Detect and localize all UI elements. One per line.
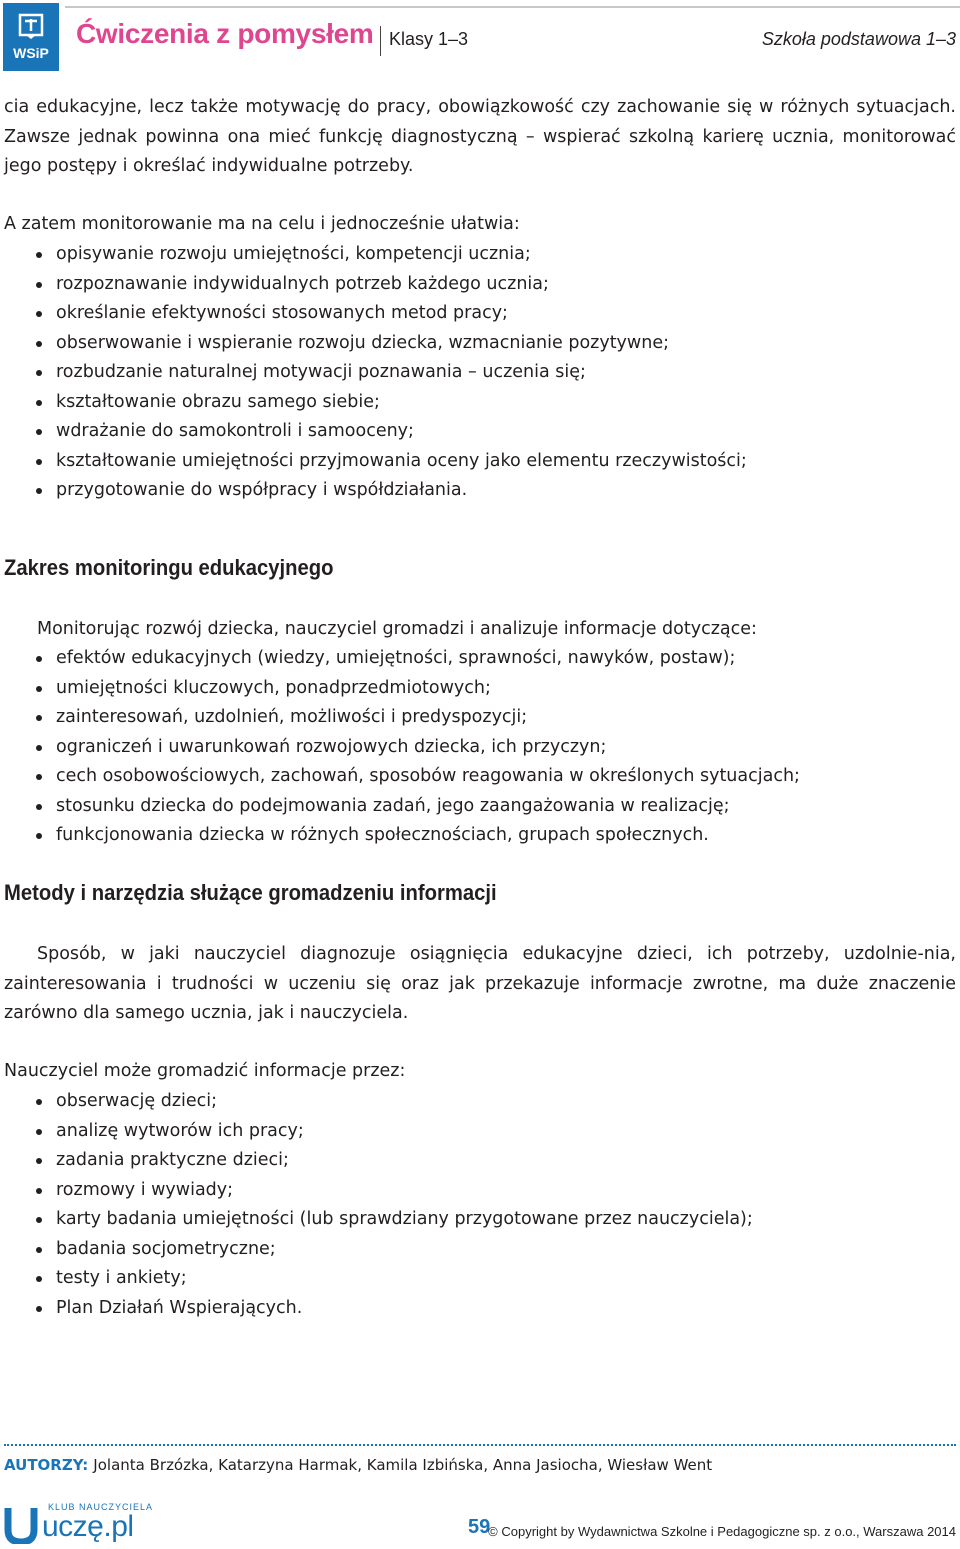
list-item: kształtowanie umiejętności przyjmowania oceny jako elementu rzeczywistości; bbox=[36, 447, 747, 477]
scope-list bbox=[36, 644, 800, 851]
section2-intro: Nauczyciel może gromadzić informacje przez: bbox=[4, 1061, 406, 1081]
u-logo-icon bbox=[4, 1504, 38, 1544]
header-divider bbox=[65, 6, 960, 8]
classes-label: Klasy 1–3 bbox=[389, 29, 469, 49]
page-title: Ćwiczenia z pomysłem bbox=[76, 18, 374, 49]
list-item: efektów edukacyjnych (wiedzy, umiejętności, sprawności, nawyków, postaw); bbox=[36, 644, 800, 674]
logo-text: WSiP bbox=[13, 45, 49, 61]
list-item: rozmowy i wywiady; bbox=[36, 1176, 753, 1206]
wsip-logo bbox=[3, 3, 59, 71]
copyright-text: © Copyright by Wydawnictwa Szkolne i Pedagogiczne sp. z o.o., Warszawa 2014 bbox=[488, 1524, 956, 1539]
list-item: przygotowanie do współpracy i współdziałania. bbox=[36, 476, 747, 506]
list-item: umiejętności kluczowych, ponadprzedmiotowych; bbox=[36, 674, 800, 704]
logo-small-text: KLUB NAUCZYCIELA bbox=[48, 1502, 154, 1512]
list-item: Plan Działań Wspierających. bbox=[36, 1294, 753, 1324]
section-heading-methods: Metody i narzędzia służące gromadzeniu informacji bbox=[4, 880, 497, 905]
authors-line bbox=[4, 1456, 712, 1474]
list-item: rozpoznawanie indywidualnych potrzeb każdego ucznia; bbox=[36, 270, 747, 300]
list-item: testy i ankiety; bbox=[36, 1264, 753, 1294]
list-item: ograniczeń i uwarunkowań rozwojowych dziecka, ich przyczyn; bbox=[36, 733, 800, 763]
list-item: funkcjonowania dziecka w różnych społecznościach, grupach społecznych. bbox=[36, 821, 800, 851]
ucze-logo bbox=[4, 1500, 154, 1546]
list-item: cech osobowościowych, zachowań, sposobów reagowania w określonych sytuacjach; bbox=[36, 762, 800, 792]
intro-paragraph: cia edukacyjne, lecz także motywację do pracy, obowiązkowość czy zachowanie się w różnych sytuacjach. Zawsze jednak powinna ona mieć funkcję diagnostyczną – wspierać szkolną karierę ucznia, monitorować jego postępy i określać indywidualne potrzeby. bbox=[4, 97, 956, 176]
list-item: kształtowanie obrazu samego siebie; bbox=[36, 388, 747, 418]
list-item: badania socjometryczne; bbox=[36, 1235, 753, 1265]
logo-name: uczę.pl bbox=[42, 1510, 134, 1543]
authors-names: Jolanta Brzózka, Katarzyna Harmak, Kamila Izbińska, Anna Jasiocha, Wiesław Went bbox=[93, 1456, 713, 1474]
page-header bbox=[0, 0, 960, 76]
title-separator bbox=[380, 26, 381, 56]
monitoring-list bbox=[36, 240, 747, 506]
footer-divider bbox=[4, 1444, 956, 1446]
list-item: karty badania umiejętności (lub sprawdziany przygotowane przez nauczyciela); bbox=[36, 1205, 753, 1235]
list-item: analizę wytworów ich pracy; bbox=[36, 1117, 753, 1147]
list-item: zainteresowań, uzdolnień, możliwości i predyspozycji; bbox=[36, 703, 800, 733]
list-item: rozbudzanie naturalnej motywacji poznawania – uczenia się; bbox=[36, 358, 747, 388]
monitoring-intro: A zatem monitorowanie ma na celu i jednocześnie ułatwia: bbox=[4, 214, 520, 234]
list-item: obserwację dzieci; bbox=[36, 1087, 753, 1117]
section-heading-scope: Zakres monitoringu edukacyjnego bbox=[4, 555, 334, 580]
list-item: określanie efektywności stosowanych metod pracy; bbox=[36, 299, 747, 329]
list-item: zadania praktyczne dzieci; bbox=[36, 1146, 753, 1176]
authors-label: AUTORZY: bbox=[4, 1456, 89, 1474]
list-item: opisywanie rozwoju umiejętności, kompetencji ucznia; bbox=[36, 240, 747, 270]
list-item: obserwowanie i wspieranie rozwoju dziecka, wzmacnianie pozytywne; bbox=[36, 329, 747, 359]
page-number: 59 bbox=[468, 1516, 491, 1538]
book-icon bbox=[16, 11, 46, 41]
school-label: Szkoła podstawowa 1–3 bbox=[761, 29, 956, 49]
list-item: wdrażanie do samokontroli i samooceny; bbox=[36, 417, 747, 447]
list-item: stosunku dziecka do podejmowania zadań, jego zaangażowania w realizację; bbox=[36, 792, 800, 822]
section2-paragraph: Sposób, w jaki nauczyciel diagnozuje osiągnięcia edukacyjne dzieci, ich potrzeby, uzdolnie-nia, zainteresowania i trudności w uczeniu się oraz jak przekazuje informacje zwrotne, ma duże znaczenie zarówno dla samego ucznia, jak i nauczyciela. bbox=[4, 944, 956, 1023]
methods-list bbox=[36, 1087, 753, 1323]
section1-intro: Monitorując rozwój dziecka, nauczyciel gromadzi i analizuje informacje dotyczące: bbox=[37, 619, 757, 639]
